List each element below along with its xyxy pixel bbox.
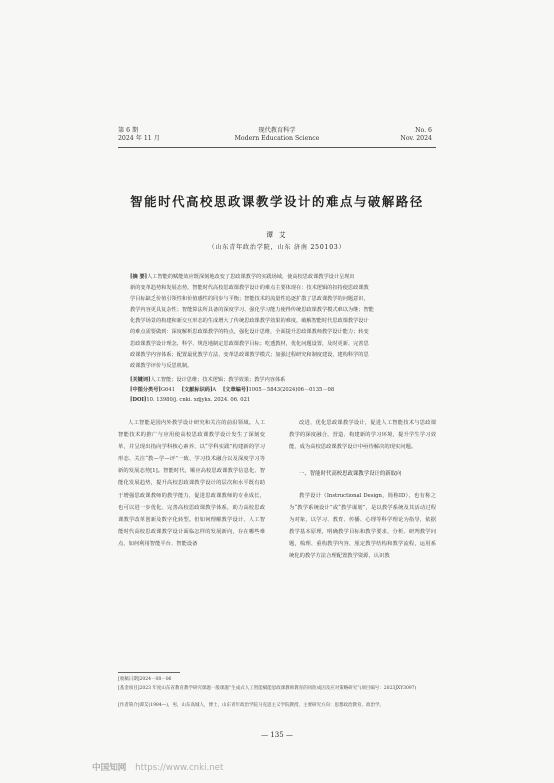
header-rule [118, 147, 436, 148]
page-number: — 135 — [261, 731, 293, 739]
keywords-label: [关键词] [130, 377, 151, 383]
body-paragraph: 改进、优化思政课教学设计，促进人工智能技术与思政课教学的深度融合，营造、构建新的学习环境，提升学生学习效能，成为高校思政课教学设计中亟待解决的现实问题。 [289, 420, 436, 451]
abstract-line: 人工智能的赋能效应既深刻地改变了思政课教学的实践场域，使高校思政课教学设计呈现出 [147, 274, 355, 280]
journal-name-en: Modern Education Science [234, 135, 320, 142]
body-paragraph: 教学设计（Instructional Design，简称ID），也有称之为“教学系统设计”或“教学谋划”，是以教学系统及其活动过程为对象，以学习、教育、传播、心理等科学理论为指导，依据教学基本原理，明确教学目标和教学要求，分析、研判教学问题，梳理、重构教学内容，厘定教学结构和教学流程，运用系统化的教学方法合理配置教学资源，认识教 [289, 493, 436, 560]
body-left-column [118, 417, 265, 550]
clc-value: G641 [160, 387, 175, 393]
classification [130, 385, 432, 395]
abstract-line: 新的变革趋势和发展态势。智能时代高校思政课教学设计的难点主要体现在：技术逻辑的扣持使思政课教 [130, 285, 369, 292]
body-paragraph: 人工智能是国内外教学设计研究和关注的前沿领域。人工智能技术的推广与应用使高校思政课教学设计发生了深刻变革，并呈现出指向学科核心素养、以“学科实践”构建新的学习形态、关注“教—学—评”一致、学习技术融合以及深度学习等新的发展态势[1]。智能时代，顺应高校思政课教学信息化、智能化发展趋势，提升高校思政课教学设计的层次和水平既有助于增强思政课教师的教学能力，促进思政课教师的专业成长，也可以进一步优化、完善高校思政课教学体系，助力高校思政课教学改革创新及数字化转型。但如何理解教学设计，人工智能时代高校思政课教学设计面临怎样的发展新向，存在哪些难点，如何利用智能平台、智能设备 [118, 420, 265, 547]
article-affiliation: （山东青年政治学院，山东 济南 250103） [208, 244, 346, 251]
footnote-funding: [基金项目]2023 年度山东省教育教学研究课题一般课题“生成式人工智能赋能思政课教师教育的风险成因及应对策略研究”(项目编号：2023JXY3097) [118, 686, 417, 691]
section-heading: 一、智能时代高校思政课教学设计的新取向 [299, 471, 402, 477]
footnote-received: [收稿日期]2024－08－06 [118, 677, 172, 682]
date-cn: 2024 年 11 月 [118, 135, 160, 142]
abstract [130, 272, 432, 372]
abstract-line: 教学内容更具复杂性；智能算法所具备的深度学习、强化学习能力使得传统思政课教学模式难以为继；智能 [130, 307, 374, 314]
issue-cn: 第 6 期 [118, 127, 139, 134]
abstract-line: 化教学场景的构建和新交互形态的生成增大了传统思政课教学效果的难度。破解智能时代思政课教学设计 [130, 318, 369, 325]
journal-name-cn: 现代教育科学 [258, 127, 296, 134]
footnote-author: [作者简介]谭艾(1984—)，男，山东高城人，博士，山东青年政治学院马克思主义学院教授，主要研究方向：思想政治教育、政治学。 [118, 703, 384, 708]
article-id-label: [文章编号] [222, 387, 249, 393]
keywords-text: 人工智能；设计思维；技术逻辑；教学效果；教学内容体系 [150, 377, 286, 383]
doc-value: A [212, 387, 217, 393]
article-author: 谭 艾 [266, 231, 288, 239]
running-header-right [400, 127, 432, 143]
doi-value: 10. 13980/j. cnki. xdjykx. 2024. 06. 021 [146, 397, 251, 403]
abstract-line: 政课教学内容体系；配置最优教学方法，变革思政课教学模式；加强过程研究和制度建设，建构科学的思 [130, 351, 369, 358]
issue-en: No. 6 [415, 127, 432, 134]
date-en: Nov. 2024 [400, 135, 432, 142]
watermark-url: https://www.cnki.net [135, 763, 224, 773]
keywords [130, 375, 432, 385]
abstract-line: 学目标缺乏价值引领性和价值感性的同步与平衡；智能技术的流量性追逐扩散了思政课教学的问题意识， [130, 296, 369, 303]
article-id-value: 1005－5843(2024)06－0135－08 [248, 387, 335, 393]
body-right-column [289, 417, 436, 453]
footnote-rule [118, 672, 180, 673]
running-header-center [0, 127, 554, 143]
cnki-logo: 中国知网 [92, 763, 127, 773]
abstract-line: 思政课教学设计理念，科学、规范地制定思政课教学目标；吃透教材，优化问题设置，及时更新、完善思 [130, 340, 369, 347]
watermark [92, 761, 223, 773]
abstract-line: 政课教学评价与反思机制。 [130, 362, 193, 369]
doi-label: [DOI] [130, 397, 147, 403]
abstract-label: [摘 要] [130, 274, 148, 280]
clc-label: [中图分类号] [130, 387, 161, 393]
abstract-line: 的难点需要做到：深度解析思政课教学的特点，强化设计思维，全面提升思政课教师教学设计能力；转变 [130, 329, 369, 336]
doi [130, 395, 432, 405]
doc-label: [文献标识码] [181, 387, 213, 393]
article-title: 智能时代高校思政课教学设计的难点与破解路径 [130, 194, 424, 209]
